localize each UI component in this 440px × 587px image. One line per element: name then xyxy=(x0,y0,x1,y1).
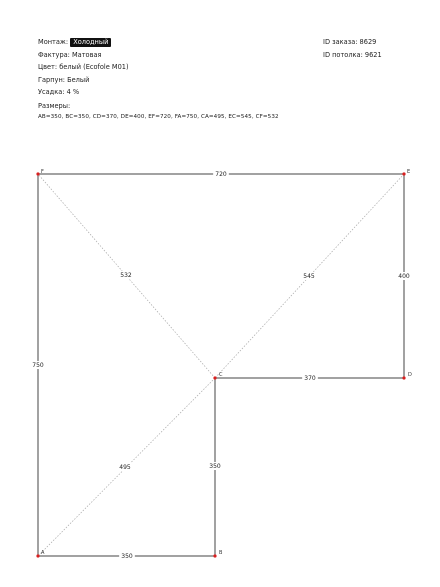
shrink-text: Усадка: 4 % xyxy=(38,88,80,97)
texture-text: Фактура: Матовая xyxy=(38,50,102,59)
diagonal-label-CF: 532 xyxy=(120,272,132,280)
edge-label-AB: 350 xyxy=(121,553,133,561)
vertex-points xyxy=(36,169,412,561)
edge-label-BC: 350 xyxy=(209,463,221,471)
vertex-label-E: E xyxy=(407,169,411,175)
vertex-label-F: F xyxy=(41,169,44,175)
vertex-label-A: A xyxy=(41,550,45,556)
sizes-title: Размеры: xyxy=(38,101,71,110)
vertex-F xyxy=(36,172,39,175)
mount-label: Монтаж: xyxy=(38,38,69,46)
dimension-labels xyxy=(30,170,412,560)
diagonal-lines xyxy=(38,174,404,556)
color-text: Цвет: белый (Ecofole M01) xyxy=(38,63,129,72)
vertex-A xyxy=(36,554,39,557)
harpoon-text: Гарпун: Белый xyxy=(38,75,90,84)
sizes-value: AB=350, BC=350, CD=370, DE=400, EF=720, FA=750, CA=495, EC=545, CF=532 xyxy=(38,113,279,120)
diagonal-label-EC: 545 xyxy=(303,273,315,281)
diagonal-label-CA: 495 xyxy=(119,464,131,472)
vertex-B xyxy=(213,554,216,557)
edge-label-CD: 370 xyxy=(304,375,316,383)
vertex-E xyxy=(402,172,405,175)
vertex-label-D: D xyxy=(408,372,412,378)
vertex-label-B: B xyxy=(219,550,223,556)
edge-label-FA: 750 xyxy=(32,362,44,370)
vertex-D xyxy=(402,376,405,379)
vertex-label-C: C xyxy=(219,372,223,378)
edge-label-DE: 400 xyxy=(398,273,410,281)
edge-lines xyxy=(38,174,404,556)
edge-label-EF: 720 xyxy=(215,171,227,179)
vertex-C xyxy=(213,376,216,379)
mount-badge: Холодный xyxy=(70,38,111,47)
order-id: ID заказа: 8629 xyxy=(323,38,377,46)
ceiling-id: ID потолка: 9621 xyxy=(323,50,382,59)
